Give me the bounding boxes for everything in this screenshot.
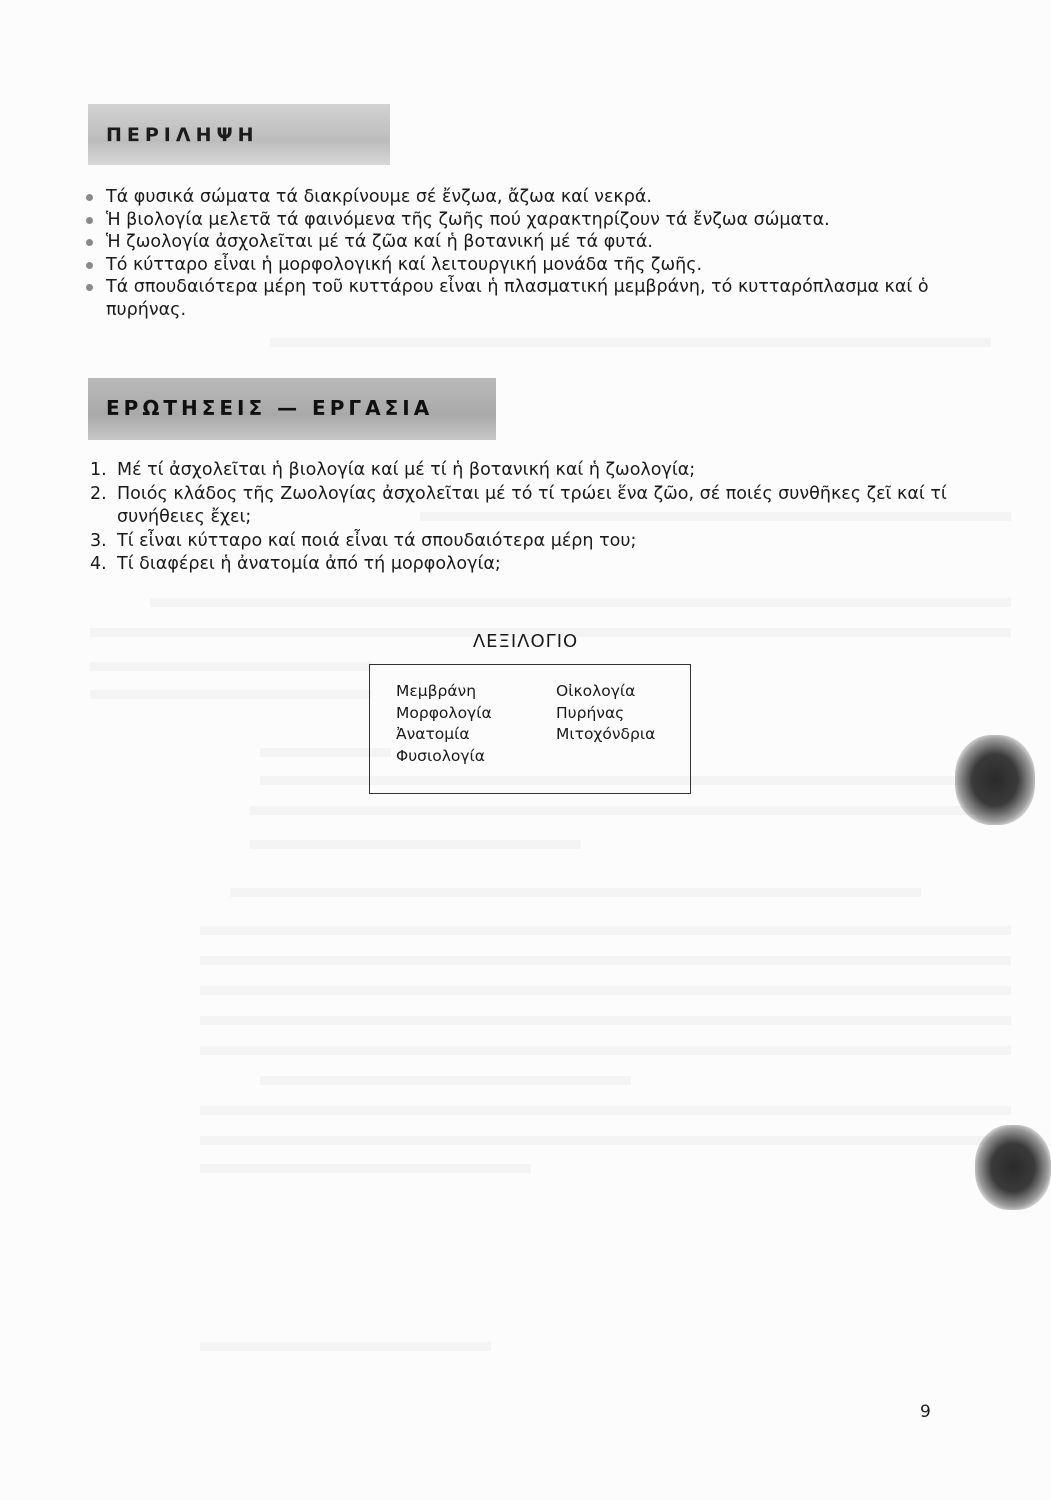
show-through-line [150,598,1011,607]
summary-item: Τά σπουδαιότερα μέρη τοῦ κυττάρου εἶναι ἡ πλασματική μεμβράνη, τό κυτταρόπλασμα καί ὁ πυρήνας. [86,276,966,321]
bullet-icon [86,194,93,201]
summary-item: Τά φυσικά σώματα τά διακρίνουμε σέ ἔνζωα, ἄζωα καί νεκρά. [86,186,966,209]
question-number: 3. [90,530,107,551]
show-through-line [200,986,1011,995]
questions-header [88,378,496,440]
vocabulary-term: Πυρήνας [556,703,625,722]
bullet-icon [86,217,93,224]
vocabulary-right-column [556,681,655,746]
vocabulary-term: Οἰκολογία [556,682,636,700]
summary-header-text: ΠΕΡΙΛΗΨΗ [106,124,259,146]
show-through-line [200,1016,1011,1025]
questions-header-text: ΕΡΩΤΗΣΕΙΣ — ΕΡΓΑΣΙΑ [106,396,434,420]
show-through-line [200,926,1011,935]
question-item [90,459,980,483]
vocabulary-box [369,664,691,794]
summary-list [86,186,966,321]
question-text: Τί διαφέρει ἡ ἀνατομία ἀπό τή μορφολογία; [117,554,501,574]
show-through-line [200,1046,1011,1055]
show-through-line [90,690,371,699]
show-through-line [90,662,371,671]
question-text: Τί εἶναι κύτταρο καί ποιά εἶναι τά σπουδαιότερα μέρη του; [117,530,637,551]
question-text: Μέ τί ἀσχολεῖται ἡ βιολογία καί μέ τί ἡ βοτανική καί ἡ ζωολογία; [117,460,696,480]
summary-item: Ἡ ζωολογία ἀσχολεῖται μέ τά ζῶα καί ἡ βοτανική μέ τά φυτά. [86,231,966,254]
show-through-line [260,1076,631,1085]
question-item [90,530,980,554]
show-through-line [200,956,1011,965]
show-through-line [250,806,1011,815]
question-number: 4. [90,554,107,574]
bullet-icon [86,262,93,269]
bullet-icon [86,284,93,291]
bullet-icon [86,239,93,246]
show-through-line [230,888,921,897]
question-item [90,553,980,577]
question-item [90,483,980,530]
questions-list [90,459,980,577]
vocabulary-term: Μορφολογία [396,703,492,722]
summary-item: Ἡ βιολογία μελετᾶ τά φαινόμενα τῆς ζωῆς πού χαρακτηρίζουν τά ἔνζωα σώματα. [86,209,966,232]
vocabulary-term: Ἀνατομία [396,725,470,743]
vocabulary-term: Φυσιολογία [396,746,486,765]
vocabulary-term: Μεμβράνη [396,682,477,700]
vocabulary-title: ΛΕΞΙΛΟΓΙΟ [472,631,579,652]
show-through-line [200,1164,531,1173]
question-number: 2. [90,483,107,504]
page-number: 9 [920,1402,931,1422]
show-through-line [250,840,581,849]
scan-smudge [975,1125,1051,1210]
vocabulary-left-column [396,681,492,767]
summary-header [88,104,390,165]
show-through-line [200,1136,1011,1145]
question-text: Ποιός κλάδος τῆς Ζωολογίας ἀσχολεῖται μέ τό τί τρώει ἕνα ζῶο, σέ ποιές συνθῆκες ζεῖ καί τί συνήθειες ἔχει; [117,483,947,527]
show-through-line [270,338,991,347]
question-number: 1. [90,460,107,480]
show-through-line [200,1106,1011,1115]
show-through-line [200,1342,491,1351]
summary-item: Τό κύτταρο εἶναι ἡ μορφολογική καί λειτουργική μονάδα τῆς ζωῆς. [86,254,966,277]
scan-smudge [955,735,1035,825]
vocabulary-term: Μιτοχόνδρια [556,725,656,743]
